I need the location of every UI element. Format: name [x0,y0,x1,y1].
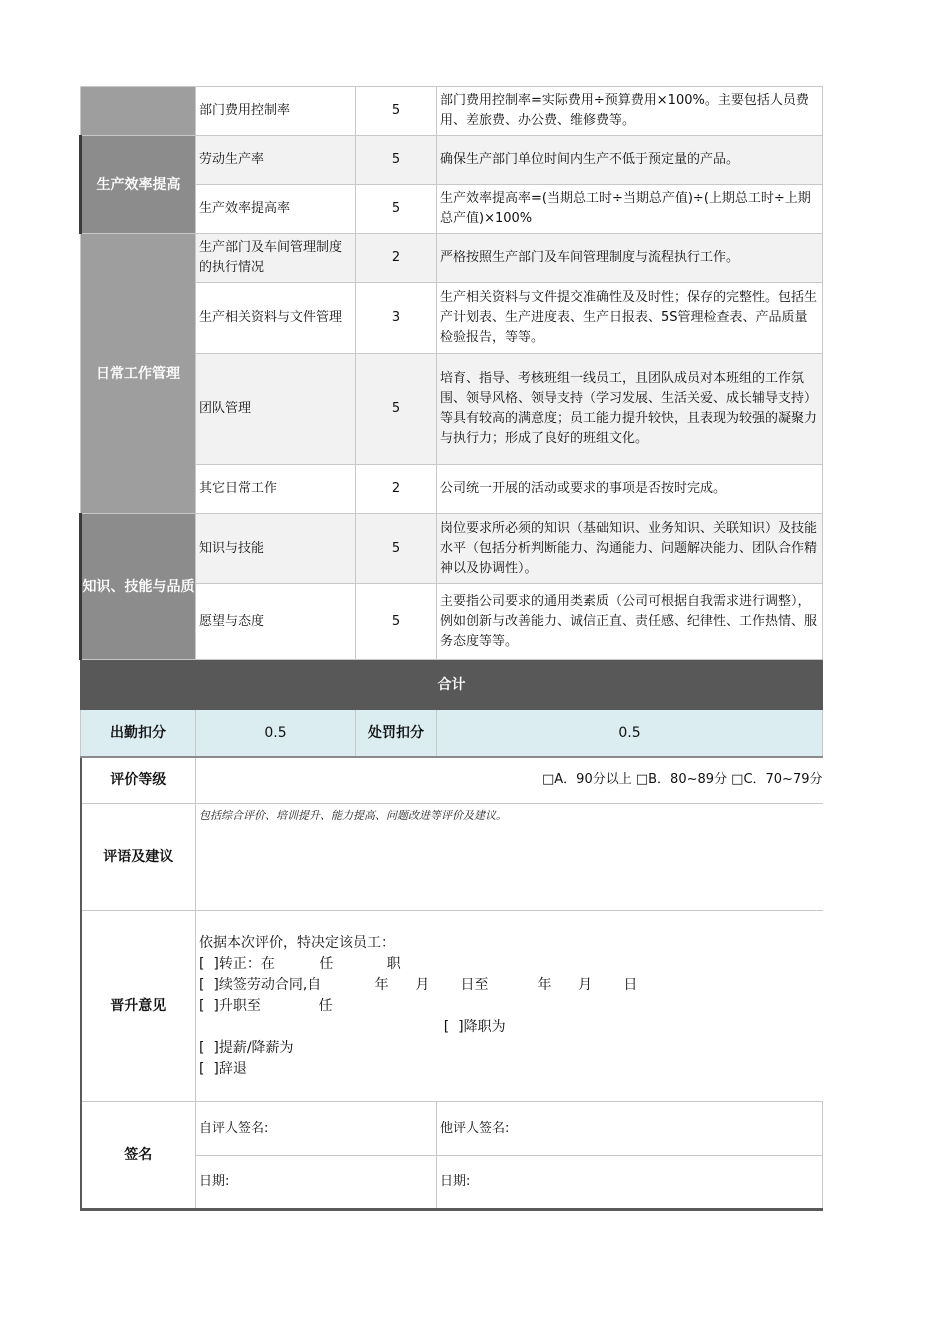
item-desc: 培育、指导、考核班组一线员工，且团队成员对本班组的工作氛围、领导风格、领导支持（学习发展、生活关爱、成长辅导支持）等具有较高的满意度；员工能力提升较快，且表现为较强的凝聚力与执行力；形成了良好的班组文化。 [437,354,823,465]
category-efficiency: 生产效率提高 [81,136,196,234]
total-label: 合计 [81,660,823,710]
item-name: 生产部门及车间管理制度的执行情况 [196,234,356,283]
item-desc: 生产相关资料与文件提交准确性及及时性；保存的完整性。包括生产计划表、生产进度表、生产日报表、5S管理检查表、产品质量检验报告，等等。 [437,283,823,354]
promotion-line[interactable]: [ ]提薪/降薪为 [199,1039,294,1056]
attendance-label: 出勤扣分 [81,710,196,757]
item-desc: 公司统一开展的活动或要求的事项是否按时完成。 [437,465,823,514]
item-name: 劳动生产率 [196,136,356,185]
category-knowledge: 知识、技能与品质 [81,514,196,660]
item-name: 愿望与态度 [196,584,356,660]
item-score: 5 [356,584,437,660]
promotion-line[interactable]: [ ]降职为 [199,1018,506,1035]
item-name: 生产效率提高率 [196,185,356,234]
item-name: 知识与技能 [196,514,356,584]
promotion-line[interactable]: [ ]辞退 [199,1060,247,1077]
item-desc: 确保生产部门单位时间内生产不低于预定量的产品。 [437,136,823,185]
item-score: 5 [356,185,437,234]
item-score: 5 [356,136,437,185]
promotion-line: 依据本次评价，特决定该员工： [199,934,395,951]
promotion-row [81,911,823,1102]
evaluation-table [79,86,823,1211]
rating-options[interactable]: □A．90分以上 □B．80~89分 □C．70~79分 [196,757,823,804]
rating-row [81,757,823,804]
item-name: 部门费用控制率 [196,87,356,136]
item-score: 5 [356,354,437,465]
total-row [81,660,823,710]
item-desc: 主要指公司要求的通用类素质（公司可根据自我需求进行调整），例如创新与改善能力、诚信正直、责任感、纪律性、工作热情、服务态度等等。 [437,584,823,660]
promotion-line[interactable]: [ ]升职至 任 [199,997,333,1014]
date-right-field[interactable]: 日期: [437,1156,823,1210]
rating-label: 评价等级 [81,757,196,804]
item-score: 2 [356,465,437,514]
promotion-label: 晋升意见 [81,911,196,1102]
item-score: 3 [356,283,437,354]
item-score: 5 [356,87,437,136]
item-desc: 部门费用控制率=实际费用÷预算费用×100%。主要包括人员费用、差旅费、办公费、维修费等。 [437,87,823,136]
category-daily: 日常工作管理 [81,234,196,514]
signature-row [81,1102,823,1156]
evaluation-sheet [79,86,821,1211]
attendance-value: 0.5 [196,710,356,757]
table-row [81,514,823,584]
item-desc: 生产效率提高率=(当期总工时÷当期总产值)÷(上期总工时÷上期总产值)×100% [437,185,823,234]
penalty-value: 0.5 [437,710,823,757]
item-name: 团队管理 [196,354,356,465]
attendance-row [81,710,823,757]
item-desc: 严格按照生产部门及车间管理制度与流程执行工作。 [437,234,823,283]
signature-label: 签名 [81,1102,196,1210]
table-row [81,234,823,283]
item-name: 生产相关资料与文件管理 [196,283,356,354]
table-row [81,136,823,185]
promotion-options[interactable] [196,911,823,1102]
comments-note[interactable]: 包括综合评价、培训提升、能力提高、问题改进等评价及建议。 [196,804,823,911]
penalty-label: 处罚扣分 [356,710,437,757]
item-score: 5 [356,514,437,584]
item-name: 其它日常工作 [196,465,356,514]
item-score: 2 [356,234,437,283]
date-left-field[interactable]: 日期: [196,1156,437,1210]
comments-label: 评语及建议 [81,804,196,911]
other-sign-field[interactable]: 他评人签名: [437,1102,823,1156]
table-row [81,87,823,136]
promotion-line[interactable]: [ ]转正：在 任 职 [199,955,401,972]
comments-row [81,804,823,911]
self-sign-field[interactable]: 自评人签名: [196,1102,437,1156]
category-cost [81,87,196,136]
item-desc: 岗位要求所必须的知识（基础知识、业务知识、关联知识）及技能水平（包括分析判断能力、沟通能力、问题解决能力、团队合作精神以及协调性）。 [437,514,823,584]
promotion-line[interactable]: [ ]续签劳动合同,自 年 月 日至 年 月 日 [199,976,638,993]
